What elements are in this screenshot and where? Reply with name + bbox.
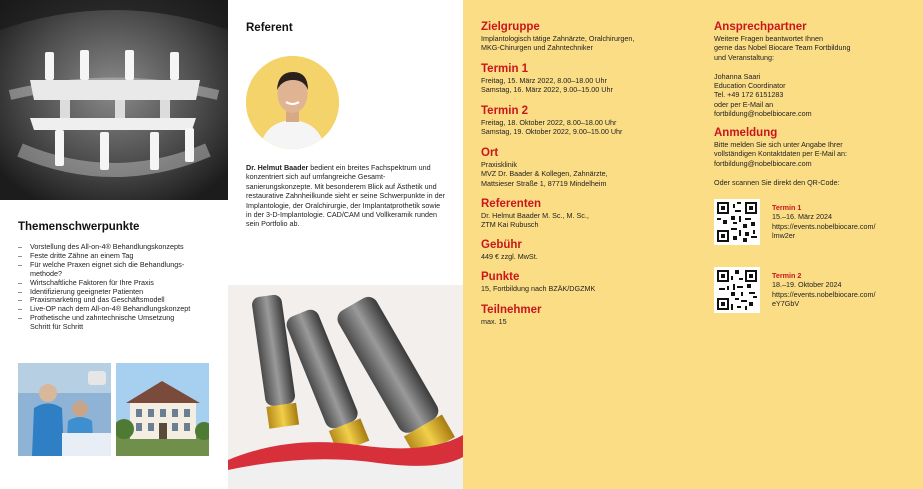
- contact-name: Johanna Saari: [714, 71, 761, 81]
- qr-block-termin-1: [714, 199, 914, 247]
- qr-code-termin-2[interactable]: [714, 267, 760, 313]
- xray-image: [0, 0, 228, 200]
- qr-text-termin-1: [772, 203, 922, 241]
- section-anmeldung: [714, 127, 923, 187]
- text-line: Freitag, 18. Oktober 2022, 8.00–18.00 Uhr: [481, 118, 617, 127]
- event-link[interactable]: lmw2er: [772, 231, 796, 241]
- text-line: gerne das Nobel Biocare Team Fortbildung: [714, 43, 851, 53]
- section-gebuehr: [481, 239, 711, 261]
- section-zielgruppe: [481, 21, 711, 53]
- section-ansprechpartner: [714, 21, 923, 119]
- building-photo: [116, 363, 209, 456]
- heading-referenten: Referenten: [481, 198, 542, 210]
- text-line: Mattsieser Straße 1, 87719 Mindelheim: [481, 178, 607, 188]
- list-item: – Praxismarketing und das Geschäftsmodell: [18, 296, 223, 305]
- section-teilnehmer: [481, 304, 711, 326]
- text-line: [714, 168, 923, 177]
- section-ort: [481, 147, 711, 188]
- text-line: MKG-Chirurgen und Zahntechniker: [481, 43, 593, 53]
- list-item: – Live-OP nach dem All-on-4® Behandlungskonzept: [18, 305, 223, 314]
- text-line: 15, Fortbildung nach BZÄK/DGZMK: [481, 284, 596, 293]
- topics-list: [18, 243, 223, 332]
- registration-email-link[interactable]: fortbildung@nobelbiocare.com: [714, 158, 812, 168]
- heading-teilnehmer: Teilnehmer: [481, 304, 542, 316]
- contact-role: Education Coordinator: [714, 81, 786, 91]
- text-line: Oder scannen Sie direkt den QR-Code:: [714, 177, 840, 187]
- qr-block-termin-2: [714, 267, 914, 315]
- heading-termin-2: Termin 2: [481, 105, 529, 117]
- qr-label-termin-2: Termin 2: [772, 271, 802, 280]
- panel-referent: [228, 0, 463, 489]
- text-line: MVZ Dr. Baader & Kollegen, Zahnärzte,: [481, 169, 608, 179]
- text-line: vollständigen Kontaktdaten per E-Mail an:: [714, 149, 848, 159]
- text-line: 18.–19. Oktober 2024: [772, 280, 842, 290]
- speaker-portrait: [246, 56, 339, 149]
- panel-themenschwerpunkte: [0, 0, 228, 489]
- list-item: – Für welche Praxen eignet sich die Behandlungs-: [18, 261, 223, 270]
- text-line: [714, 62, 923, 71]
- contact-email-link[interactable]: fortbildung@nobelbiocare.com: [714, 109, 812, 119]
- section-punkte: [481, 271, 711, 293]
- heading-termin-1: Termin 1: [481, 63, 529, 75]
- list-item: – Vorstellung des All-on-4® Behandlungskonzepts: [18, 243, 223, 252]
- section-termin-2: [481, 105, 711, 137]
- text-line: Praxisklinik: [481, 160, 517, 169]
- list-item: Schritt für Schritt: [30, 322, 84, 332]
- text-line: ZTM Kai Rubusch: [481, 220, 539, 230]
- text-line: Freitag, 15. März 2022, 8.00–18.00 Uhr: [481, 76, 607, 85]
- section-title-themenschwerpunkte: Themenschwerpunkte: [18, 221, 140, 233]
- heading-punkte: Punkte: [481, 271, 520, 283]
- list-item: – Wirtschaftliche Faktoren für Ihre Praxis: [18, 279, 223, 288]
- text-line: max. 15: [481, 317, 507, 326]
- text-line: Bitte melden Sie sich unter Angabe Ihrer: [714, 140, 843, 149]
- heading-gebuehr: Gebühr: [481, 239, 522, 251]
- text-line: Weitere Fragen beantwortet Ihnen: [714, 34, 823, 43]
- speaker-bio: [246, 163, 446, 229]
- text-line: Implantologisch tätige Zahnärzte, Oralchirurgen,: [481, 34, 635, 43]
- event-link[interactable]: https://events.nobelbiocare.com/: [772, 221, 876, 231]
- text-line: und Veranstaltung:: [714, 52, 774, 62]
- heading-zielgruppe: Zielgruppe: [481, 21, 540, 33]
- speaker-bio-text: bedient ein breites Fachspektrum und konzentriert sich auf umfangreiche Gesamt-sanierungskonzepte. Mit besonderem Blick auf Ästhetik und restaurative Zahnheilkunde sieht er seine Schwerpunkte in der Implantologie, der Oralchirurgie, der Implantatprothetik sowie in der 3-D-Implantologie. CAD/CAM und Vollkeramik runden sein Portfolio ab.: [246, 163, 445, 229]
- text-line: 449 € zzgl. MwSt.: [481, 252, 538, 261]
- qr-text-termin-2: [772, 271, 922, 309]
- text-line: 15.–16. März 2024: [772, 212, 832, 222]
- surgery-photo: [18, 363, 111, 456]
- heading-ansprechpartner: Ansprechpartner: [714, 21, 807, 33]
- panel-info: [463, 0, 923, 489]
- section-title-referent: Referent: [246, 22, 293, 34]
- list-item: – Identifizierung geeigneter Patienten: [18, 288, 223, 297]
- heading-anmeldung: Anmeldung: [714, 127, 778, 139]
- text-line: Samstag, 19. Oktober 2022, 9.00–15.00 Uhr: [481, 127, 623, 137]
- event-link[interactable]: eY7GbV: [772, 299, 800, 309]
- text-line: Samstag, 16. März 2022, 9.00–15.00 Uhr: [481, 85, 613, 95]
- speaker-name: Dr. Helmut Baader: [246, 163, 309, 172]
- list-item: – Prothetische und zahntechnische Umsetzung: [18, 314, 223, 323]
- event-link[interactable]: https://events.nobelbiocare.com/: [772, 289, 876, 299]
- section-termin-1: [481, 63, 711, 95]
- section-referenten: [481, 198, 711, 230]
- qr-label-termin-1: Termin 1: [772, 203, 802, 212]
- list-item: – Feste dritte Zähne an einem Tag: [18, 252, 223, 261]
- qr-code-termin-1[interactable]: [714, 199, 760, 245]
- text-line: Dr. Helmut Baader M. Sc., M. Sc.,: [481, 211, 589, 220]
- text-line: oder per E-Mail an: [714, 99, 774, 109]
- heading-ort: Ort: [481, 147, 499, 159]
- contact-phone: Tel. +49 172 6151283: [714, 90, 784, 100]
- list-item: methode?: [30, 268, 62, 278]
- implants-image: [228, 285, 463, 489]
